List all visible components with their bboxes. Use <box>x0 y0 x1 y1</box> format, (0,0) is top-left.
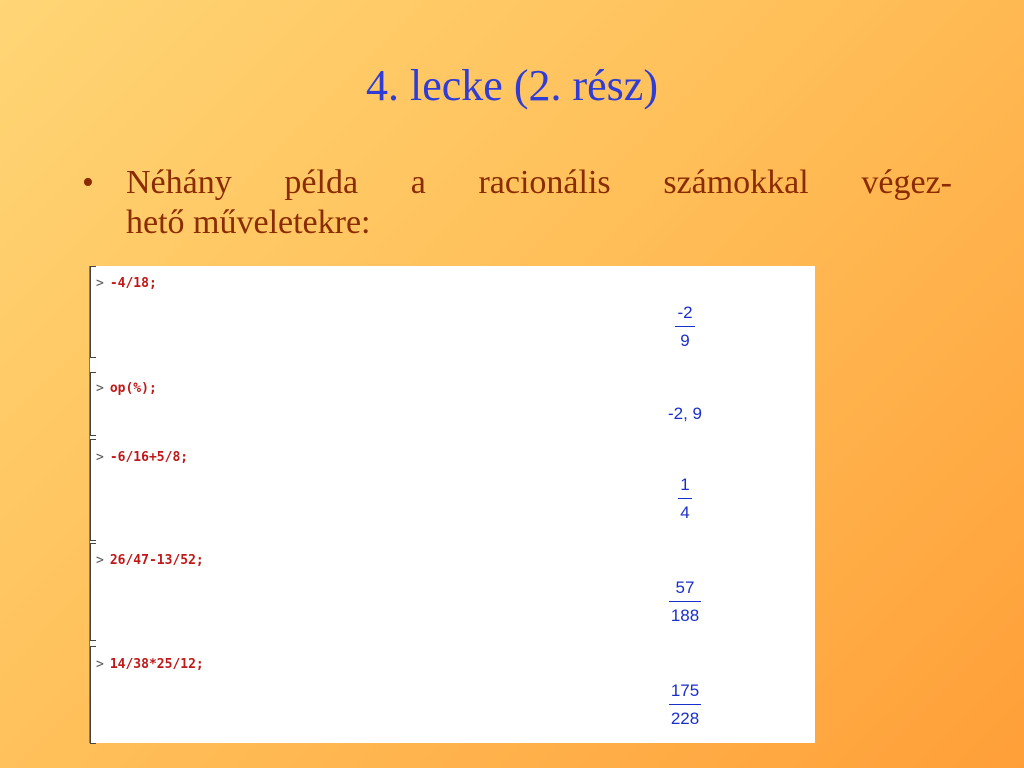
command-line[interactable] <box>96 657 204 672</box>
prompt-symbol: > <box>96 553 104 568</box>
command-input[interactable]: -4/18; <box>109 276 157 291</box>
slide-title: 4. lecke (2. rész) <box>366 61 658 110</box>
fraction-bar <box>669 704 701 705</box>
command-input[interactable]: 26/47-13/52; <box>109 553 204 568</box>
result-output <box>620 474 750 523</box>
command-line[interactable] <box>96 553 204 568</box>
fraction-denominator: 228 <box>670 709 700 728</box>
bullet-item <box>82 163 952 243</box>
command-input[interactable]: 14/38*25/12; <box>109 657 204 672</box>
prompt-symbol: > <box>96 450 104 465</box>
fraction-result <box>675 302 694 351</box>
text-result: -2, 9 <box>667 404 703 423</box>
result-output <box>620 680 750 729</box>
command-input[interactable]: -6/16+5/8; <box>109 450 189 465</box>
fraction-result <box>669 680 701 729</box>
prompt-symbol: > <box>96 381 104 396</box>
fraction-denominator: 4 <box>680 503 690 522</box>
prompt-symbol: > <box>96 657 104 672</box>
result-output <box>620 404 750 424</box>
fraction-numerator: -2 <box>677 303 693 322</box>
command-line[interactable] <box>96 450 188 465</box>
bullet-symbol: • <box>82 164 94 201</box>
bullet-text-line-1: Néhány példa a racionális számokkal végez- <box>126 164 952 201</box>
bullet-text-line-2: hető műveletekre: <box>126 204 371 241</box>
fraction-denominator: 9 <box>680 331 690 350</box>
maple-worksheet <box>89 266 815 743</box>
fraction-bar <box>669 601 701 602</box>
fraction-result <box>678 474 691 523</box>
prompt-symbol: > <box>96 276 104 291</box>
bullet-text <box>126 163 952 243</box>
fraction-bar <box>675 326 694 327</box>
fraction-bar <box>678 498 691 499</box>
command-line[interactable] <box>96 381 157 396</box>
fraction-numerator: 57 <box>675 578 695 597</box>
command-input[interactable]: op(%); <box>109 381 157 396</box>
fraction-numerator: 175 <box>670 681 700 700</box>
command-line[interactable] <box>96 276 157 291</box>
fraction-numerator: 1 <box>680 475 690 494</box>
result-output <box>620 302 750 351</box>
fraction-denominator: 188 <box>670 606 700 625</box>
result-output <box>620 577 750 626</box>
fraction-result <box>669 577 701 626</box>
